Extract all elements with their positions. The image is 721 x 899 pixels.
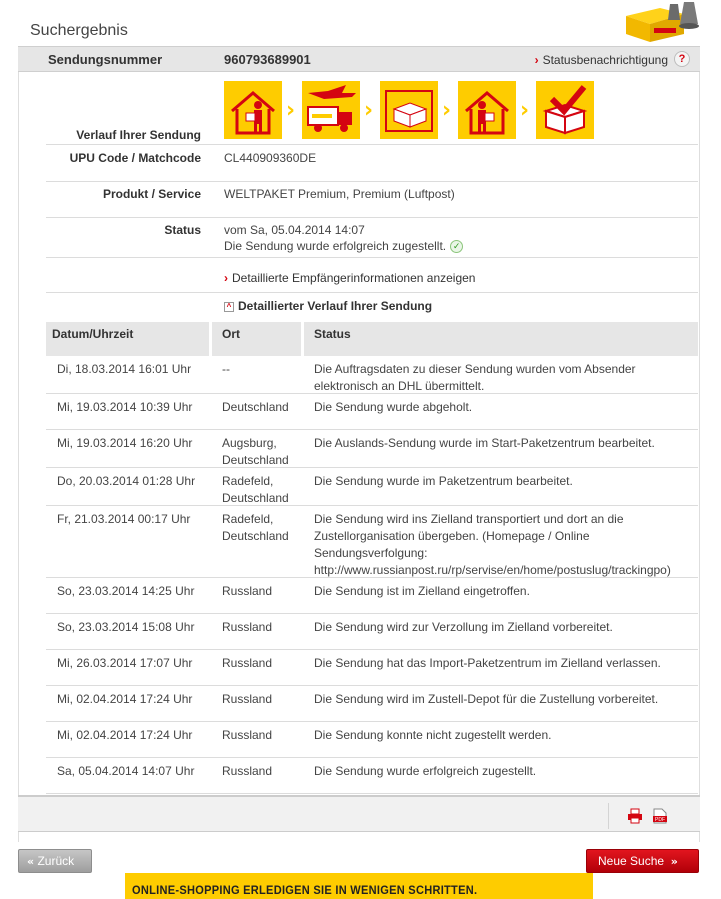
- table-row: [46, 356, 698, 394]
- cell-place: Russland: [222, 764, 273, 778]
- promo-banner-text: ONLINE-SHOPPING ERLEDIGEN SIE IN WENIGEN SCHRITTEN.: [132, 883, 478, 897]
- cell-date: Mi, 02.04.2014 17:24 Uhr: [57, 728, 193, 742]
- status-date: vom Sa, 05.04.2014 14:07: [224, 223, 365, 237]
- cell-place: Radefeld, Deutschland: [222, 512, 289, 543]
- status-text: Die Sendung wurde erfolgreich zugestellt.: [224, 239, 447, 253]
- cell-date: Sa, 05.04.2014 14:07 Uhr: [57, 764, 195, 778]
- table-row: [46, 468, 698, 506]
- history-table: [46, 322, 698, 794]
- recipient-info-label: Detaillierte Empfängerinformationen anzeigen: [232, 271, 476, 285]
- cell-date: So, 23.03.2014 14:25 Uhr: [57, 584, 195, 598]
- cell-place: Deutschland: [222, 400, 289, 414]
- cell-status: Die Sendung wurde abgeholt.: [314, 400, 473, 414]
- table-row: [46, 394, 698, 430]
- step-arrow-icon: ›: [442, 98, 452, 123]
- cell-date: Mi, 02.04.2014 17:24 Uhr: [57, 692, 193, 706]
- cell-status: Die Sendung wurde im Paketzentrum bearbeitet.: [314, 474, 573, 488]
- table-header: [46, 322, 698, 356]
- cell-status: Die Sendung wird im Zustell-Depot für die Zustellung vorbereitet.: [314, 692, 659, 706]
- parcel-center-icon: [380, 81, 438, 139]
- recipient-info-link[interactable]: [224, 271, 475, 285]
- transport-icon: [302, 81, 360, 139]
- cell-date: Di, 18.03.2014 16:01 Uhr: [57, 362, 192, 376]
- cell-place: Radefeld, Deutschland: [222, 474, 289, 505]
- delivered-icon: [536, 81, 594, 139]
- table-row: [46, 506, 698, 578]
- cell-place: --: [222, 362, 230, 376]
- cell-date: Mi, 19.03.2014 16:20 Uhr: [57, 436, 193, 450]
- chevron-right-icon: ›: [224, 271, 228, 285]
- status-text-wrap: [224, 239, 463, 253]
- checkmark-icon: ✓: [450, 240, 463, 253]
- product-label: Produkt / Service: [102, 187, 201, 201]
- page-title: Suchergebnis: [30, 22, 128, 39]
- back-button[interactable]: [18, 849, 92, 873]
- upu-code-label: UPU Code / Matchcode: [69, 151, 201, 165]
- table-row: [46, 614, 698, 650]
- shipment-data-received-icon: [224, 81, 282, 139]
- tracking-number-label: Sendungsnummer: [48, 52, 163, 67]
- status-label: Status: [164, 223, 201, 237]
- help-icon[interactable]: ?: [674, 51, 690, 67]
- pdf-icon[interactable]: [652, 808, 668, 824]
- collapse-icon: ^: [224, 302, 234, 312]
- column-header-status: Status: [304, 322, 698, 356]
- cell-date: Mi, 19.03.2014 10:39 Uhr: [57, 400, 193, 414]
- step-arrow-icon: ›: [364, 98, 374, 123]
- cell-place: Russland: [222, 728, 273, 742]
- cell-date: Do, 20.03.2014 01:28 Uhr: [57, 474, 196, 488]
- out-for-delivery-icon: [458, 81, 516, 139]
- cell-place: Augsburg, Deutschland: [222, 436, 289, 467]
- printer-icon[interactable]: [627, 808, 643, 824]
- column-header-place: Ort: [212, 322, 301, 356]
- cell-status: Die Sendung wird ins Zielland transportiert und dort an die Zustellorganisation übergeben. (Homepage / Online Sendungsverfolgung: http://www.russianpost.ru/rp/servise/en/home/postuslug/trackingpo): [314, 512, 671, 577]
- cell-status: Die Sendung wurde erfolgreich zugestellt.: [314, 764, 537, 778]
- cell-status: Die Auslands-Sendung wurde im Start-Paketzentrum bearbeitet.: [314, 436, 655, 450]
- table-row: [46, 650, 698, 686]
- cell-date: Mi, 26.03.2014 17:07 Uhr: [57, 656, 193, 670]
- footer-toolbar: [18, 795, 700, 832]
- history-toggle[interactable]: [224, 299, 432, 313]
- cell-place: Russland: [222, 620, 273, 634]
- cell-status: Die Sendung hat das Import-Paketzentrum im Zielland verlassen.: [314, 656, 661, 670]
- step-arrow-icon: ›: [286, 98, 296, 123]
- table-row: [46, 758, 698, 794]
- double-chevron-left-icon: «: [27, 855, 35, 868]
- new-search-button[interactable]: [586, 849, 699, 873]
- cell-date: So, 23.03.2014 15:08 Uhr: [57, 620, 195, 634]
- cell-status: Die Sendung wird zur Verzollung im Zielland vorbereitet.: [314, 620, 613, 634]
- promo-banner[interactable]: [125, 873, 593, 899]
- column-header-date: Datum/Uhrzeit: [46, 322, 209, 356]
- table-row: [46, 722, 698, 758]
- cell-status: Die Auftragsdaten zu dieser Sendung wurden vom Absender elektronisch an DHL übermittelt.: [314, 362, 636, 393]
- cell-place: Russland: [222, 692, 273, 706]
- svg-text:PDF: PDF: [655, 817, 665, 823]
- dhl-logo: [620, 2, 700, 42]
- tracking-number: 960793689901: [224, 52, 311, 67]
- table-row: [46, 686, 698, 722]
- chevron-right-icon: ›: [534, 53, 539, 67]
- progress-label: Verlauf Ihrer Sendung: [76, 128, 201, 142]
- status-notification-link[interactable]: [535, 53, 668, 67]
- new-search-label: Neue Suche: [598, 854, 665, 868]
- tracking-header: [18, 46, 700, 72]
- cell-place: Russland: [222, 656, 273, 670]
- back-button-label: Zurück: [37, 854, 75, 868]
- product-value: WELTPAKET Premium, Premium (Luftpost): [224, 187, 455, 201]
- step-arrow-icon: ›: [520, 98, 530, 123]
- status-notification-label: Statusbenachrichtigung: [542, 53, 668, 67]
- table-row: [46, 578, 698, 614]
- upu-code-value: CL440909360DE: [224, 151, 317, 165]
- cell-place: Russland: [222, 584, 273, 598]
- double-chevron-right-icon: »: [670, 855, 678, 868]
- cell-status: Die Sendung ist im Zielland eingetroffen.: [314, 584, 530, 598]
- cell-status: Die Sendung konnte nicht zugestellt werden.: [314, 728, 552, 742]
- cell-date: Fr, 21.03.2014 00:17 Uhr: [57, 512, 191, 526]
- history-toggle-label: Detaillierter Verlauf Ihrer Sendung: [238, 299, 433, 313]
- table-row: [46, 430, 698, 468]
